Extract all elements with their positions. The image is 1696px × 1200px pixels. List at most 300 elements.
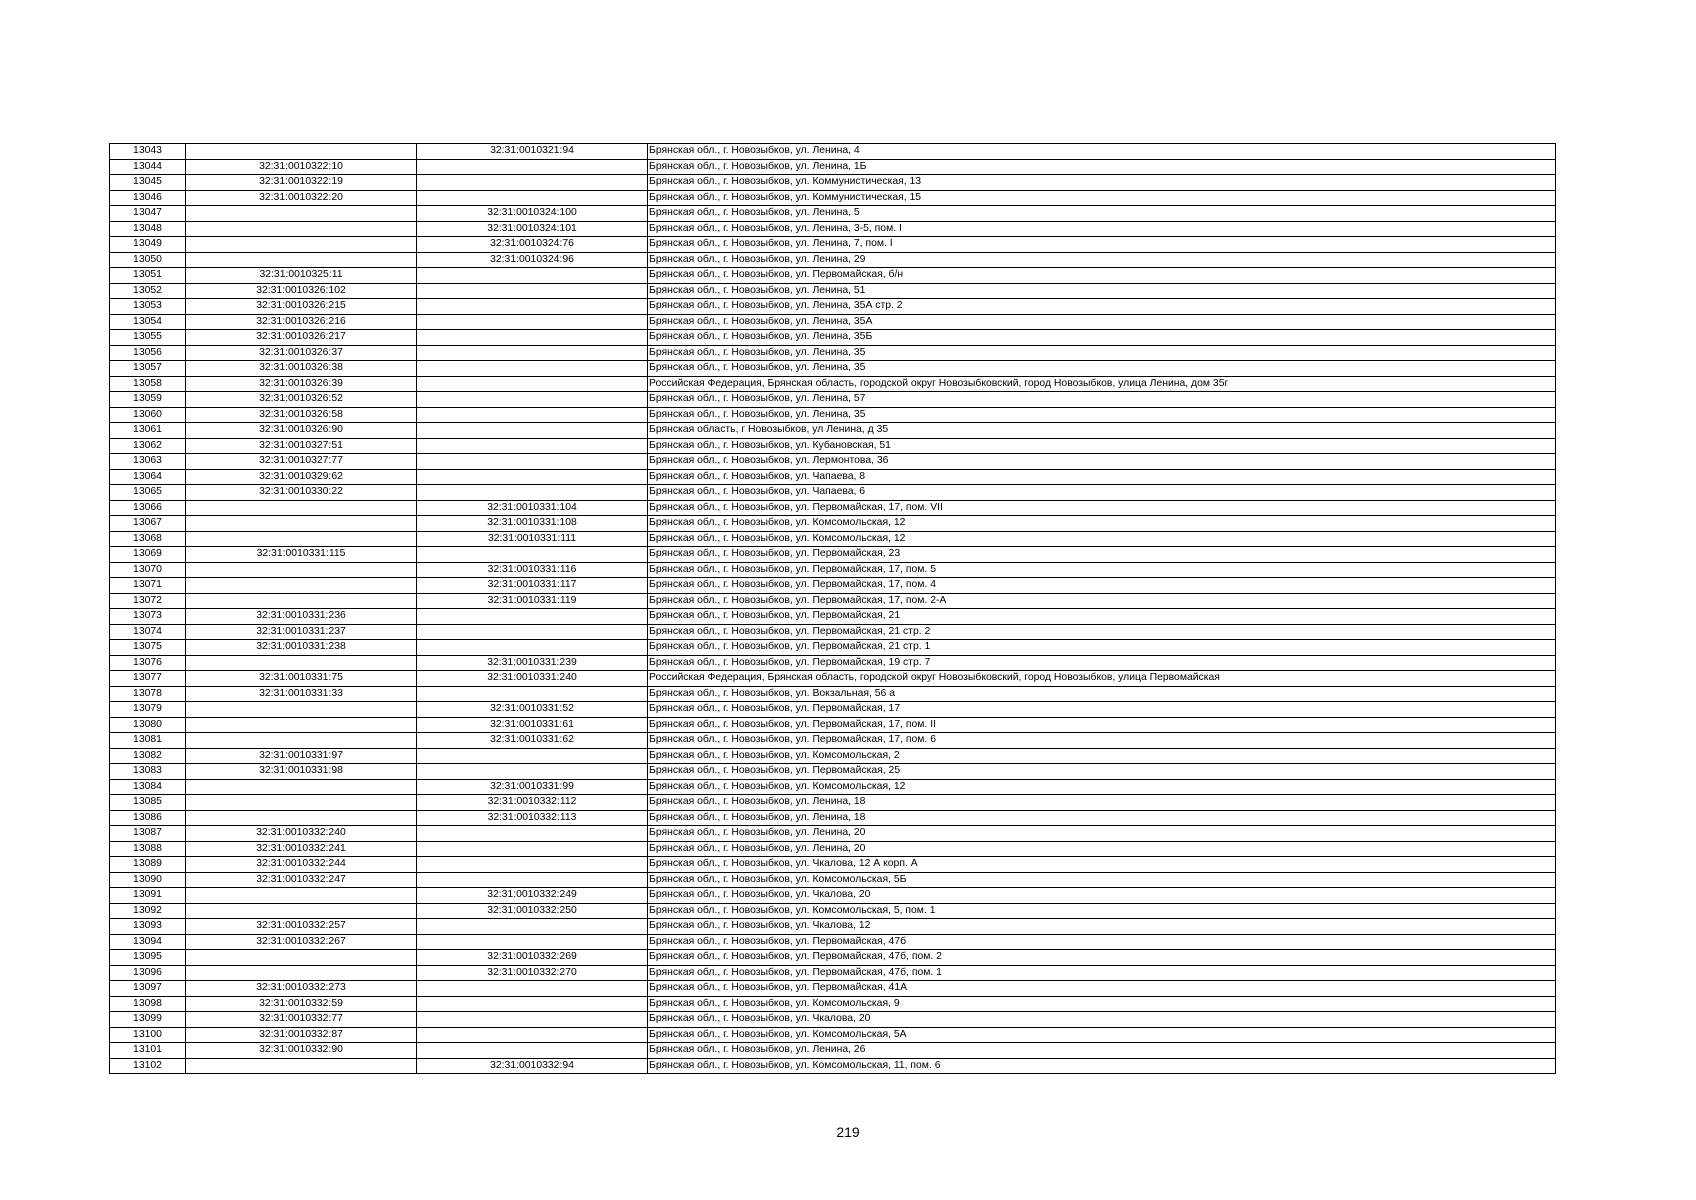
- address-cell: Брянская обл., г. Новозыбков, ул. Чкалова, 20: [648, 1012, 1556, 1028]
- cadastral-number-cell: 32:31:0010331:98: [186, 764, 417, 780]
- address-cell: Брянская обл., г. Новозыбков, ул. Чапаева, 8: [648, 469, 1556, 485]
- cadastral-part-number-cell: 32:31:0010331:62: [417, 733, 648, 749]
- row-number-cell: 13053: [110, 299, 186, 315]
- address-cell: Брянская обл., г. Новозыбков, ул. Первомайская, 19 стр. 7: [648, 655, 1556, 671]
- cadastral-part-number-cell: 32:31:0010331:240: [417, 671, 648, 687]
- cadastral-number-cell: 32:31:0010322:19: [186, 175, 417, 191]
- table-row: [110, 361, 1556, 377]
- cadastral-number-cell: 32:31:0010332:267: [186, 934, 417, 950]
- cadastral-number-cell: 32:31:0010331:115: [186, 547, 417, 563]
- cadastral-part-number-cell: [417, 175, 648, 191]
- cadastral-number-cell: 32:31:0010332:90: [186, 1043, 417, 1059]
- table-row: [110, 733, 1556, 749]
- address-cell: Брянская обл., г. Новозыбков, ул. Первомайская, 25: [648, 764, 1556, 780]
- table-row: [110, 950, 1556, 966]
- cadastral-number-cell: 32:31:0010326:58: [186, 407, 417, 423]
- row-number-cell: 13054: [110, 314, 186, 330]
- row-number-cell: 13078: [110, 686, 186, 702]
- cadastral-number-cell: [186, 206, 417, 222]
- table-row: [110, 376, 1556, 392]
- table-row: [110, 268, 1556, 284]
- address-cell: Брянская обл., г. Новозыбков, ул. Первомайская, 21: [648, 609, 1556, 625]
- address-cell: Брянская обл., г. Новозыбков, ул. Лермонтова, 36: [648, 454, 1556, 470]
- cadastral-number-cell: [186, 531, 417, 547]
- table-row: [110, 438, 1556, 454]
- address-cell: Брянская обл., г. Новозыбков, ул. Ленина, 7, пом. I: [648, 237, 1556, 253]
- table-body: [110, 144, 1556, 1074]
- cadastral-number-cell: [186, 516, 417, 532]
- cadastral-number-cell: 32:31:0010329:62: [186, 469, 417, 485]
- cadastral-part-number-cell: 32:31:0010332:249: [417, 888, 648, 904]
- row-number-cell: 13096: [110, 965, 186, 981]
- address-cell: Брянская обл., г. Новозыбков, ул. Ленина, 5: [648, 206, 1556, 222]
- cadastral-part-number-cell: [417, 996, 648, 1012]
- row-number-cell: 13087: [110, 826, 186, 842]
- table-row: [110, 593, 1556, 609]
- address-cell: Брянская обл., г. Новозыбков, ул. Ленина, 20: [648, 841, 1556, 857]
- table-row: [110, 407, 1556, 423]
- address-cell: Брянская обл., г. Новозыбков, ул. Ленина, 35А: [648, 314, 1556, 330]
- row-number-cell: 13055: [110, 330, 186, 346]
- address-cell: Брянская обл., г. Новозыбков, ул. Ленина, 35: [648, 345, 1556, 361]
- cadastral-number-cell: [186, 593, 417, 609]
- row-number-cell: 13068: [110, 531, 186, 547]
- table-row: [110, 717, 1556, 733]
- cadastral-part-number-cell: [417, 841, 648, 857]
- cadastral-number-cell: [186, 1058, 417, 1074]
- table-row: [110, 175, 1556, 191]
- cadastral-part-number-cell: 32:31:0010331:111: [417, 531, 648, 547]
- cadastral-number-cell: 32:31:0010326:39: [186, 376, 417, 392]
- cadastral-part-number-cell: [417, 438, 648, 454]
- address-cell: Брянская обл., г. Новозыбков, ул. Комсомольская, 12: [648, 531, 1556, 547]
- row-number-cell: 13083: [110, 764, 186, 780]
- cadastral-number-cell: 32:31:0010327:51: [186, 438, 417, 454]
- address-cell: Брянская обл., г. Новозыбков, ул. Комсомольская, 9: [648, 996, 1556, 1012]
- address-cell: Брянская обл., г. Новозыбков, ул. Комсомольская, 12: [648, 779, 1556, 795]
- address-cell: Брянская обл., г. Новозыбков, ул. Кубановская, 51: [648, 438, 1556, 454]
- table-row: [110, 934, 1556, 950]
- cadastral-number-cell: 32:31:0010325:11: [186, 268, 417, 284]
- table-row: [110, 283, 1556, 299]
- cadastral-part-number-cell: [417, 1027, 648, 1043]
- cadastral-part-number-cell: 32:31:0010324:76: [417, 237, 648, 253]
- cadastral-number-cell: [186, 810, 417, 826]
- row-number-cell: 13072: [110, 593, 186, 609]
- cadastral-part-number-cell: [417, 686, 648, 702]
- row-number-cell: 13049: [110, 237, 186, 253]
- cadastral-part-number-cell: [417, 469, 648, 485]
- table-row: [110, 981, 1556, 997]
- cadastral-number-cell: [186, 888, 417, 904]
- row-number-cell: 13056: [110, 345, 186, 361]
- row-number-cell: 13043: [110, 144, 186, 160]
- table-row: [110, 144, 1556, 160]
- address-cell: Российская Федерация, Брянская область, городской округ Новозыбковский, город Новозыбков, улица Первомайская: [648, 671, 1556, 687]
- row-number-cell: 13102: [110, 1058, 186, 1074]
- address-cell: Брянская обл., г. Новозыбков, ул. Первомайская, 17: [648, 702, 1556, 718]
- cadastral-part-number-cell: [417, 361, 648, 377]
- cadastral-part-number-cell: [417, 934, 648, 950]
- address-cell: Брянская обл., г. Новозыбков, ул. Чкалова, 12: [648, 919, 1556, 935]
- address-cell: Брянская обл., г. Новозыбков, ул. Комсомольская, 2: [648, 748, 1556, 764]
- cadastral-number-cell: [186, 655, 417, 671]
- cadastral-part-number-cell: 32:31:0010331:116: [417, 562, 648, 578]
- row-number-cell: 13095: [110, 950, 186, 966]
- cadastral-part-number-cell: 32:31:0010331:108: [417, 516, 648, 532]
- cadastral-part-number-cell: [417, 857, 648, 873]
- table-row: [110, 190, 1556, 206]
- row-number-cell: 13071: [110, 578, 186, 594]
- cadastral-number-cell: 32:31:0010322:10: [186, 159, 417, 175]
- table-row: [110, 330, 1556, 346]
- cadastral-number-cell: [186, 965, 417, 981]
- address-cell: Брянская обл., г. Новозыбков, ул. Первомайская, 17, пом. 5: [648, 562, 1556, 578]
- row-number-cell: 13069: [110, 547, 186, 563]
- table-row: [110, 919, 1556, 935]
- table-row: [110, 562, 1556, 578]
- cadastral-part-number-cell: 32:31:0010324:96: [417, 252, 648, 268]
- table-row: [110, 314, 1556, 330]
- table-row: [110, 547, 1556, 563]
- cadastral-part-number-cell: [417, 764, 648, 780]
- row-number-cell: 13070: [110, 562, 186, 578]
- address-cell: Брянская обл., г. Новозыбков, ул. Ленина, 18: [648, 810, 1556, 826]
- table-row: [110, 531, 1556, 547]
- row-number-cell: 13048: [110, 221, 186, 237]
- cadastral-part-number-cell: 32:31:0010331:117: [417, 578, 648, 594]
- row-number-cell: 13046: [110, 190, 186, 206]
- table-row: [110, 624, 1556, 640]
- address-cell: Брянская обл., г. Новозыбков, ул. Комсомольская, 5, пом. 1: [648, 903, 1556, 919]
- cadastral-part-number-cell: [417, 376, 648, 392]
- address-cell: Брянская область, г Новозыбков, ул Ленина, д 35: [648, 423, 1556, 439]
- address-cell: Брянская обл., г. Новозыбков, ул. Первомайская, 23: [648, 547, 1556, 563]
- address-cell: Брянская обл., г. Новозыбков, ул. Вокзальная, 56 а: [648, 686, 1556, 702]
- row-number-cell: 13058: [110, 376, 186, 392]
- table-row: [110, 469, 1556, 485]
- cadastral-number-cell: [186, 237, 417, 253]
- cadastral-number-cell: 32:31:0010322:20: [186, 190, 417, 206]
- cadastral-part-number-cell: 32:31:0010331:239: [417, 655, 648, 671]
- address-cell: Брянская обл., г. Новозыбков, ул. Коммунистическая, 15: [648, 190, 1556, 206]
- address-cell: Брянская обл., г. Новозыбков, ул. Ленина, 51: [648, 283, 1556, 299]
- cadastral-number-cell: 32:31:0010332:87: [186, 1027, 417, 1043]
- address-cell: Брянская обл., г. Новозыбков, ул. Ленина, 26: [648, 1043, 1556, 1059]
- row-number-cell: 13086: [110, 810, 186, 826]
- row-number-cell: 13080: [110, 717, 186, 733]
- table-row: [110, 454, 1556, 470]
- address-cell: Брянская обл., г. Новозыбков, ул. Комсомольская, 11, пом. 6: [648, 1058, 1556, 1074]
- table-row: [110, 500, 1556, 516]
- address-cell: Брянская обл., г. Новозыбков, ул. Ленина, 35: [648, 361, 1556, 377]
- cadastral-part-number-cell: [417, 283, 648, 299]
- row-number-cell: 13066: [110, 500, 186, 516]
- cadastral-part-number-cell: [417, 624, 648, 640]
- row-number-cell: 13061: [110, 423, 186, 439]
- address-cell: Брянская обл., г. Новозыбков, ул. Коммунистическая, 13: [648, 175, 1556, 191]
- row-number-cell: 13097: [110, 981, 186, 997]
- cadastral-part-number-cell: [417, 330, 648, 346]
- cadastral-number-cell: [186, 252, 417, 268]
- row-number-cell: 13062: [110, 438, 186, 454]
- address-cell: Брянская обл., г. Новозыбков, ул. Комсомольская, 5А: [648, 1027, 1556, 1043]
- row-number-cell: 13076: [110, 655, 186, 671]
- cadastral-part-number-cell: [417, 640, 648, 656]
- row-number-cell: 13051: [110, 268, 186, 284]
- cadastral-part-number-cell: [417, 454, 648, 470]
- table-row: [110, 686, 1556, 702]
- cadastral-part-number-cell: 32:31:0010331:61: [417, 717, 648, 733]
- cadastral-number-cell: 32:31:0010332:77: [186, 1012, 417, 1028]
- row-number-cell: 13057: [110, 361, 186, 377]
- address-cell: Брянская обл., г. Новозыбков, ул. Первомайская, 17, пом. II: [648, 717, 1556, 733]
- address-cell: Брянская обл., г. Новозыбков, ул. Первомайская, 41А: [648, 981, 1556, 997]
- cadastral-number-cell: [186, 144, 417, 160]
- cadastral-number-cell: 32:31:0010327:77: [186, 454, 417, 470]
- cadastral-number-cell: [186, 500, 417, 516]
- address-cell: Брянская обл., г. Новозыбков, ул. Первомайская, 47б: [648, 934, 1556, 950]
- address-cell: Брянская обл., г. Новозыбков, ул. Первомайская, б/н: [648, 268, 1556, 284]
- cadastral-part-number-cell: 32:31:0010332:94: [417, 1058, 648, 1074]
- address-cell: Брянская обл., г. Новозыбков, ул. Ленина, 29: [648, 252, 1556, 268]
- cadastral-number-cell: [186, 717, 417, 733]
- address-cell: Брянская обл., г. Новозыбков, ул. Чапаева, 6: [648, 485, 1556, 501]
- row-number-cell: 13047: [110, 206, 186, 222]
- table-row: [110, 903, 1556, 919]
- cadastral-part-number-cell: 32:31:0010324:101: [417, 221, 648, 237]
- cadastral-number-cell: 32:31:0010331:97: [186, 748, 417, 764]
- cadastral-number-cell: 32:31:0010332:240: [186, 826, 417, 842]
- table-row: [110, 872, 1556, 888]
- address-cell: Брянская обл., г. Новозыбков, ул. Ленина, 1Б: [648, 159, 1556, 175]
- address-cell: Российская Федерация, Брянская область, городской округ Новозыбковский, город Новозыбков, улица Ленина, дом 35г: [648, 376, 1556, 392]
- cadastral-part-number-cell: 32:31:0010332:250: [417, 903, 648, 919]
- address-cell: Брянская обл., г. Новозыбков, ул. Первомайская, 47б, пом. 2: [648, 950, 1556, 966]
- table-row: [110, 299, 1556, 315]
- row-number-cell: 13082: [110, 748, 186, 764]
- address-cell: Брянская обл., г. Новозыбков, ул. Первомайская, 17, пом. 4: [648, 578, 1556, 594]
- table-row: [110, 996, 1556, 1012]
- table-row: [110, 640, 1556, 656]
- table-row: [110, 795, 1556, 811]
- cadastral-part-number-cell: [417, 485, 648, 501]
- cadastral-part-number-cell: [417, 1043, 648, 1059]
- row-number-cell: 13073: [110, 609, 186, 625]
- cadastral-number-cell: 32:31:0010326:102: [186, 283, 417, 299]
- row-number-cell: 13077: [110, 671, 186, 687]
- cadastral-part-number-cell: [417, 423, 648, 439]
- cadastral-number-cell: [186, 562, 417, 578]
- address-cell: Брянская обл., г. Новозыбков, ул. Ленина, 57: [648, 392, 1556, 408]
- address-cell: Брянская обл., г. Новозыбков, ул. Чкалова, 20: [648, 888, 1556, 904]
- table-row: [110, 609, 1556, 625]
- cadastral-number-cell: 32:31:0010331:75: [186, 671, 417, 687]
- row-number-cell: 13045: [110, 175, 186, 191]
- cadastral-number-cell: 32:31:0010332:273: [186, 981, 417, 997]
- cadastral-number-cell: [186, 578, 417, 594]
- table-row: [110, 965, 1556, 981]
- cadastral-number-cell: [186, 795, 417, 811]
- table-row: [110, 826, 1556, 842]
- cadastral-part-number-cell: [417, 919, 648, 935]
- cadastral-number-cell: 32:31:0010330:22: [186, 485, 417, 501]
- table-row: [110, 655, 1556, 671]
- table-row: [110, 345, 1556, 361]
- row-number-cell: 13059: [110, 392, 186, 408]
- cadastral-part-number-cell: 32:31:0010331:99: [417, 779, 648, 795]
- cadastral-number-cell: [186, 779, 417, 795]
- cadastral-part-number-cell: [417, 299, 648, 315]
- row-number-cell: 13093: [110, 919, 186, 935]
- cadastral-part-number-cell: [417, 159, 648, 175]
- row-number-cell: 13060: [110, 407, 186, 423]
- address-cell: Брянская обл., г. Новозыбков, ул. Ленина, 35Б: [648, 330, 1556, 346]
- address-cell: Брянская обл., г. Новозыбков, ул. Ленина, 35А стр. 2: [648, 299, 1556, 315]
- table-row: [110, 1058, 1556, 1074]
- cadastral-number-cell: 32:31:0010332:241: [186, 841, 417, 857]
- table-row: [110, 206, 1556, 222]
- cadastral-part-number-cell: [417, 981, 648, 997]
- table-row: [110, 671, 1556, 687]
- row-number-cell: 13085: [110, 795, 186, 811]
- row-number-cell: 13100: [110, 1027, 186, 1043]
- row-number-cell: 13075: [110, 640, 186, 656]
- cadastral-part-number-cell: 32:31:0010331:104: [417, 500, 648, 516]
- cadastral-number-cell: 32:31:0010326:52: [186, 392, 417, 408]
- cadastral-part-number-cell: 32:31:0010324:100: [417, 206, 648, 222]
- address-cell: Брянская обл., г. Новозыбков, ул. Первомайская, 17, пом. 2-А: [648, 593, 1556, 609]
- table-row: [110, 423, 1556, 439]
- cadastral-part-number-cell: 32:31:0010332:113: [417, 810, 648, 826]
- table-row: [110, 1043, 1556, 1059]
- row-number-cell: 13092: [110, 903, 186, 919]
- cadastral-number-cell: 32:31:0010332:257: [186, 919, 417, 935]
- row-number-cell: 13050: [110, 252, 186, 268]
- cadastral-number-cell: [186, 903, 417, 919]
- cadastral-part-number-cell: [417, 609, 648, 625]
- cadastral-part-number-cell: [417, 345, 648, 361]
- cadastral-number-cell: 32:31:0010326:217: [186, 330, 417, 346]
- cadastral-number-cell: 32:31:0010331:33: [186, 686, 417, 702]
- cadastral-part-number-cell: [417, 314, 648, 330]
- cadastral-part-number-cell: [417, 190, 648, 206]
- cadastral-number-cell: [186, 950, 417, 966]
- row-number-cell: 13067: [110, 516, 186, 532]
- table-row: [110, 252, 1556, 268]
- row-number-cell: 13084: [110, 779, 186, 795]
- table-row: [110, 221, 1556, 237]
- table-row: [110, 237, 1556, 253]
- cadastral-number-cell: 32:31:0010326:37: [186, 345, 417, 361]
- row-number-cell: 13099: [110, 1012, 186, 1028]
- row-number-cell: 13052: [110, 283, 186, 299]
- page-number: 219: [836, 1124, 860, 1140]
- cadastral-number-cell: 32:31:0010326:216: [186, 314, 417, 330]
- cadastral-part-number-cell: [417, 1012, 648, 1028]
- table-row: [110, 702, 1556, 718]
- table-row: [110, 485, 1556, 501]
- row-number-cell: 13065: [110, 485, 186, 501]
- cadastral-part-number-cell: 32:31:0010332:112: [417, 795, 648, 811]
- table-row: [110, 779, 1556, 795]
- table-row: [110, 748, 1556, 764]
- address-cell: Брянская обл., г. Новозыбков, ул. Первомайская, 21 стр. 2: [648, 624, 1556, 640]
- row-number-cell: 13044: [110, 159, 186, 175]
- cadastral-part-number-cell: [417, 547, 648, 563]
- row-number-cell: 13081: [110, 733, 186, 749]
- row-number-cell: 13094: [110, 934, 186, 950]
- table-row: [110, 159, 1556, 175]
- cadastral-part-number-cell: [417, 748, 648, 764]
- row-number-cell: 13063: [110, 454, 186, 470]
- cadastral-number-cell: 32:31:0010326:215: [186, 299, 417, 315]
- address-cell: Брянская обл., г. Новозыбков, ул. Ленина, 35: [648, 407, 1556, 423]
- cadastral-part-number-cell: 32:31:0010331:119: [417, 593, 648, 609]
- address-cell: Брянская обл., г. Новозыбков, ул. Ленина, 18: [648, 795, 1556, 811]
- row-number-cell: 13098: [110, 996, 186, 1012]
- address-cell: Брянская обл., г. Новозыбков, ул. Чкалова, 12 А корп. А: [648, 857, 1556, 873]
- table-row: [110, 857, 1556, 873]
- table-row: [110, 888, 1556, 904]
- table-row: [110, 810, 1556, 826]
- table-row: [110, 1027, 1556, 1043]
- cadastral-part-number-cell: 32:31:0010332:270: [417, 965, 648, 981]
- address-cell: Брянская обл., г. Новозыбков, ул. Первомайская, 17, пом. VII: [648, 500, 1556, 516]
- table-row: [110, 841, 1556, 857]
- table-row: [110, 764, 1556, 780]
- address-cell: Брянская обл., г. Новозыбков, ул. Ленина, 4: [648, 144, 1556, 160]
- row-number-cell: 13088: [110, 841, 186, 857]
- address-cell: Брянская обл., г. Новозыбков, ул. Первомайская, 47б, пом. 1: [648, 965, 1556, 981]
- cadastral-number-cell: [186, 733, 417, 749]
- row-number-cell: 13091: [110, 888, 186, 904]
- cadastral-part-number-cell: 32:31:0010321:94: [417, 144, 648, 160]
- address-cell: Брянская обл., г. Новозыбков, ул. Первомайская, 21 стр. 1: [648, 640, 1556, 656]
- address-cell: Брянская обл., г. Новозыбков, ул. Комсомольская, 5Б: [648, 872, 1556, 888]
- cadastral-part-number-cell: [417, 268, 648, 284]
- row-number-cell: 13074: [110, 624, 186, 640]
- address-cell: Брянская обл., г. Новозыбков, ул. Комсомольская, 12: [648, 516, 1556, 532]
- cadastral-number-cell: 32:31:0010331:236: [186, 609, 417, 625]
- table-row: [110, 1012, 1556, 1028]
- cadastral-number-cell: 32:31:0010326:90: [186, 423, 417, 439]
- property-register-table: [109, 143, 1556, 1074]
- cadastral-number-cell: [186, 702, 417, 718]
- row-number-cell: 13090: [110, 872, 186, 888]
- cadastral-part-number-cell: [417, 826, 648, 842]
- cadastral-number-cell: 32:31:0010332:247: [186, 872, 417, 888]
- row-number-cell: 13064: [110, 469, 186, 485]
- address-cell: Брянская обл., г. Новозыбков, ул. Первомайская, 17, пом. 6: [648, 733, 1556, 749]
- cadastral-number-cell: 32:31:0010326:38: [186, 361, 417, 377]
- cadastral-part-number-cell: 32:31:0010331:52: [417, 702, 648, 718]
- cadastral-number-cell: [186, 221, 417, 237]
- cadastral-number-cell: 32:31:0010331:237: [186, 624, 417, 640]
- row-number-cell: 13079: [110, 702, 186, 718]
- cadastral-number-cell: 32:31:0010331:238: [186, 640, 417, 656]
- cadastral-part-number-cell: [417, 407, 648, 423]
- address-cell: Брянская обл., г. Новозыбков, ул. Ленина, 3-5, пом. I: [648, 221, 1556, 237]
- row-number-cell: 13101: [110, 1043, 186, 1059]
- address-cell: Брянская обл., г. Новозыбков, ул. Ленина, 20: [648, 826, 1556, 842]
- cadastral-part-number-cell: [417, 872, 648, 888]
- cadastral-number-cell: 32:31:0010332:244: [186, 857, 417, 873]
- cadastral-part-number-cell: [417, 392, 648, 408]
- table-row: [110, 578, 1556, 594]
- cadastral-part-number-cell: 32:31:0010332:269: [417, 950, 648, 966]
- table-row: [110, 516, 1556, 532]
